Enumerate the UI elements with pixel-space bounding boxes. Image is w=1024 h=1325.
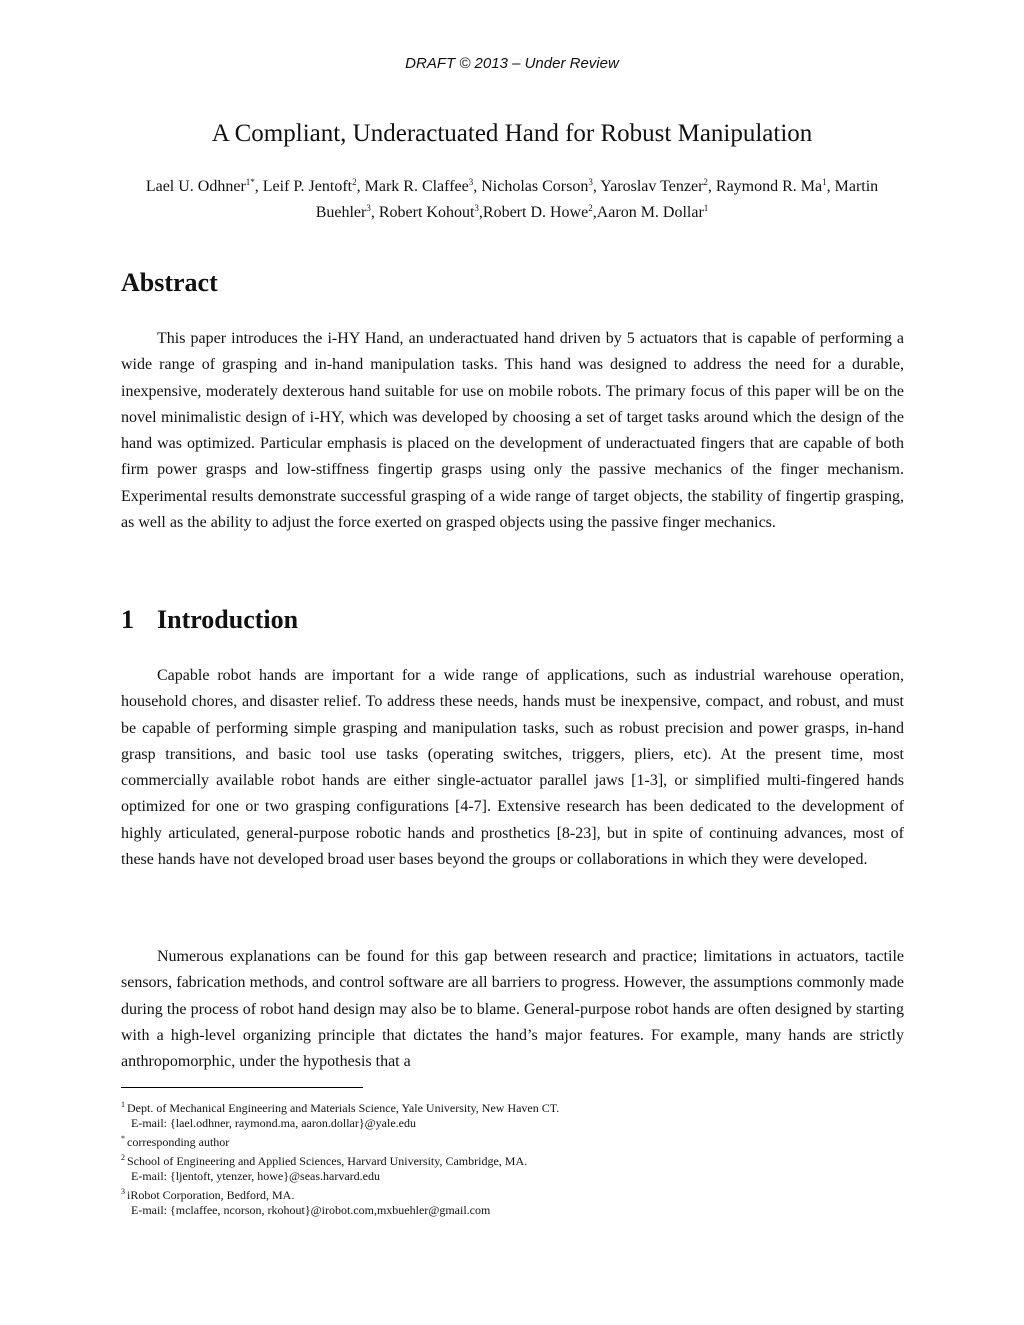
affiliation-mark: 2	[352, 177, 357, 187]
affiliation-mark: 2	[703, 177, 708, 187]
section-title: Introduction	[157, 605, 299, 634]
abstract-heading: Abstract	[121, 268, 218, 297]
author: Robert Kohout$^3$,	[378, 203, 483, 221]
footnote: * corresponding author	[121, 1134, 230, 1149]
author: Aaron M. Dollar$^1$	[596, 203, 709, 221]
author: Nicholas Corson$^3$,	[481, 177, 601, 195]
intro-paragraph-2: Numerous explanations can be found for this gap between research and practice; limitations in actuators, tactile sensors, fabrication methods, and control software are all barriers to progress. However, the assumptions commonly made during the process of robot hand design may also be to blame. General-purpose robot hands are often designed by starting with a high-level organizing principle that dictates the hand’s major features. For example, many hands are strictly anthropomorphic, under the hypothesis that a	[121, 948, 904, 1071]
intro-paragraph-1: Capable robot hands are important for a wide range of applications, such as industrial warehouse operation, household chores, and disaster relief. To address these needs, hands must be inexpensive, compact, and robust, and must be capable of performing simple grasping and manipulation tasks, such as robust precision and power grasps, in-hand grasp transitions, and basic tool use tasks (operating switches, triggers, pliers, etc). At the present time, most commercially available robot hands are either single-actuator parallel jaws [1-3], or simplified multi-fingered hands optimized for one or two grasping configurations [4-7]. Extensive research has been dedicated to the development of highly articulated, general-purpose robotic hands and prosthetics [8-23], but in spite of continuing advances, most of these hands have not developed broad user bases beyond the groups or collaborations in which they were developed.	[121, 667, 904, 869]
author: Mark R. Claffee$^3$,	[364, 177, 482, 195]
footnote: $^1$ Dept. of Mechanical Engineering and Materials Science, Yale University, New Haven CT.	[121, 1100, 560, 1115]
author-list	[120, 174, 904, 226]
affiliation-mark: 3	[366, 203, 371, 213]
section-number: 1	[121, 605, 134, 634]
footnote: $^3$ iRobot Corporation, Bedford, MA.	[121, 1187, 295, 1202]
introduction-heading	[121, 605, 298, 635]
affiliation-mark: 2	[588, 203, 593, 213]
footnote: $^2$ School of Engineering and Applied Sciences, Harvard University, Cambridge, MA.	[121, 1153, 528, 1168]
footnote-divider	[121, 1087, 363, 1088]
author: Leif P. Jentoft$^2$,	[262, 177, 365, 195]
footnote-email: E-mail: {mclaffee, ncorson, rkohout}@irobot.com,mxbuehler@gmail.com	[131, 1203, 491, 1217]
footnote-email: E-mail: {lael.odhner, raymond.ma, aaron.dollar}@yale.edu	[131, 1116, 416, 1130]
affiliation-mark: 3	[588, 177, 593, 187]
author: Raymond R. Ma$^1$,	[715, 177, 835, 195]
author: Lael U. Odhner$^{1*}$,	[145, 177, 263, 195]
affiliation-mark: 3	[468, 177, 474, 187]
affiliation-mark: 3	[474, 203, 479, 213]
abstract-text: This paper introduces the i-HY Hand, an underactuated hand driven by 5 actuators that is capable of performing a wide range of grasping and in-hand manipulation tasks. This hand was designed to address the need for a durable, inexpensive, moderately dexterous hand suitable for use on mobile robots. The primary focus of this paper will be on the novel minimalistic design of i-HY, which was developed by choosing a set of target tasks around which the design of the hand was optimized. Particular emphasis is placed on the development of underactuated fingers that are capable of both firm power grasps and low-stiffness fingertip grasps using only the passive mechanics of the finger mechanism. Experimental results demonstrate successful grasping of a wide range of target objects, the stability of fingertip grasping, as well as the ability to adjust the force exerted on grasped objects using the passive finger mechanics.	[121, 330, 904, 532]
footnote-email: E-mail: {ljentoft, ytenzer, howe}@seas.harvard.edu	[131, 1169, 380, 1183]
author: Robert D. Howe$^2$,	[482, 203, 597, 221]
author: Yaroslav Tenzer$^2$,	[600, 177, 716, 195]
paper-title: A Compliant, Underactuated Hand for Robust Manipulation	[211, 120, 813, 147]
footnotes	[121, 1097, 904, 1218]
author: Martin Buehler$^3$,	[315, 178, 879, 221]
affiliation-mark: 1	[822, 177, 827, 187]
affiliation-mark: 1	[703, 203, 709, 213]
draft-notice: DRAFT © 2013 – Under Review	[405, 55, 619, 72]
affiliation-mark: 1*	[245, 177, 255, 187]
